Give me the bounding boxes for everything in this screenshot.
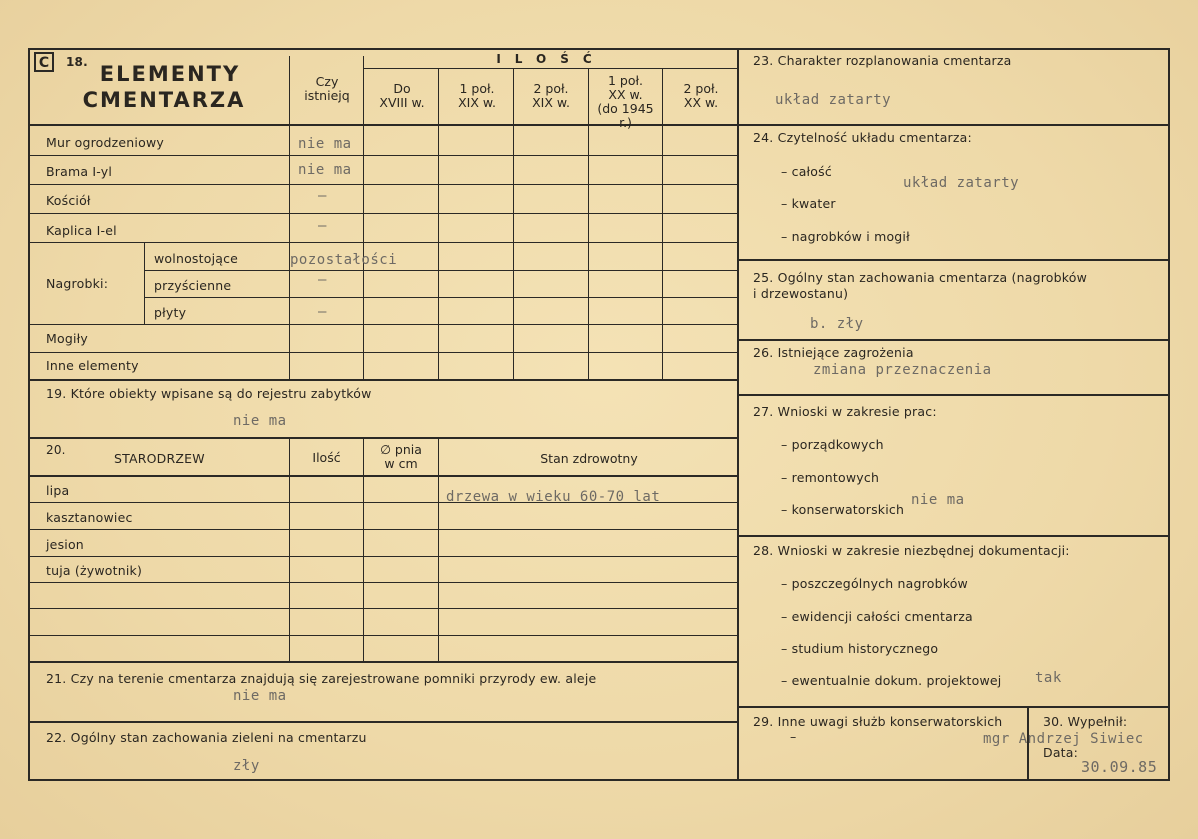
q28-answer: tak — [1035, 670, 1062, 686]
row-label-church: Kościół — [46, 193, 91, 208]
tree-jesion: jesion — [46, 537, 84, 552]
q20-col-ilosc: Ilość — [312, 450, 341, 465]
q26-answer: zmiana przeznaczenia — [813, 362, 992, 378]
q27-label: 27. Wnioski w zakresie prac: — [753, 404, 937, 419]
q25-label-line2: i drzewostanu) — [753, 286, 849, 301]
section-title-line2: CMENTARZA — [82, 88, 246, 112]
row-value-wall-mounted: – — [318, 272, 327, 288]
row-label-tombs: Nagrobki: — [46, 276, 109, 291]
q27-answer: nie ma — [911, 492, 965, 508]
row-label-gate: Brama I-yl — [46, 164, 113, 179]
q19-answer: nie ma — [233, 413, 287, 429]
q24-label: 24. Czytelność układu cmentarza: — [753, 130, 972, 145]
row-value-gate: nie ma — [298, 162, 352, 178]
q29-label: 29. Inne uwagi służb konserwatorskich — [753, 714, 1003, 729]
q21-label: 21. Czy na terenie cmentarza znajdują się zarejestrowane pomniki przyrody ew. aleje — [46, 671, 597, 686]
q29-answer: – — [790, 729, 797, 744]
q28-item-records: – ewidencji całości cmentarza — [781, 609, 973, 624]
row-value-slabs: – — [318, 304, 327, 320]
row-label-other: Inne elementy — [46, 358, 139, 373]
q22-answer: zły — [233, 758, 260, 774]
q24-item-total: – całość — [781, 164, 832, 179]
tree-lipa: lipa — [46, 483, 70, 498]
q28-item-design: – ewentualnie dokum. projektowej — [781, 673, 1002, 688]
q24-answer: układ zatarty — [903, 175, 1020, 191]
item-number-18: 18. — [66, 55, 88, 69]
q30-date: 30.09.85 — [1081, 758, 1158, 776]
q19-label: 19. Które obiekty wpisane są do rejestru zabytków — [46, 386, 372, 401]
row-label-freestanding: wolnostojące — [154, 251, 239, 266]
row-label-slabs: płyty — [154, 305, 187, 320]
row-value-chapel: – — [318, 218, 327, 234]
row-value-church: – — [318, 188, 327, 204]
q21-answer: nie ma — [233, 688, 287, 704]
section-letter-box — [34, 52, 54, 72]
period-col-4: 1 poł. XX w. (do 1945 r.) — [597, 73, 654, 130]
q30-name: mgr Andrzej Siwiec — [983, 731, 1144, 747]
row-label-wall: Mur ogrodzeniowy — [46, 135, 164, 150]
row-label-wall-mounted: przyścienne — [154, 278, 232, 293]
period-col-3: 2 poł. XIX w. — [532, 81, 570, 110]
period-col-5: 2 poł. XX w. — [683, 81, 719, 110]
q28-item-tombs: – poszczególnych nagrobków — [781, 576, 968, 591]
q28-label: 28. Wnioski w zakresie niezbędnej dokumentacji: — [753, 543, 1070, 558]
row-label-chapel: Kaplica I-el — [46, 223, 117, 238]
q30-date-label: Data: — [1043, 745, 1079, 760]
q25-answer: b. zły — [810, 316, 864, 332]
q23-answer: układ zatarty — [775, 92, 892, 108]
q27-item-cleanup: – porządkowych — [781, 437, 884, 452]
q27-item-conservation: – konserwatorskich — [781, 502, 905, 517]
q24-item-tombs: – nagrobków i mogił — [781, 229, 910, 244]
q30-label: 30. Wypełnił: — [1043, 714, 1128, 729]
tree-tuja: tuja (żywotnik) — [46, 563, 143, 578]
section-title-line1: ELEMENTY — [99, 62, 241, 86]
q22-label: 22. Ogólny stan zachowania zieleni na cmentarzu — [46, 730, 367, 745]
q20-number: 20. — [46, 443, 66, 457]
period-col-1: Do XVIII w. — [379, 81, 425, 110]
q25-label-line1: 25. Ogólny stan zachowania cmentarza (nagrobków — [753, 270, 1088, 285]
q23-label: 23. Charakter rozplanowania cmentarza — [753, 53, 1012, 68]
q24-item-quarters: – kwater — [781, 196, 836, 211]
col-exists-header: Czy istniejq — [304, 74, 350, 103]
period-col-2: 1 poł. XIX w. — [458, 81, 496, 110]
ilosc-header: ILOŚĆ — [496, 52, 606, 66]
tree-kasztanowiec: kasztanowiec — [46, 510, 133, 525]
row-label-graves: Mogiły — [46, 331, 88, 346]
section-letter: C — [38, 55, 50, 71]
row-value-wall: nie ma — [298, 136, 352, 152]
q28-item-history: – studium historycznego — [781, 641, 939, 656]
q20-stan-value: drzewa w wieku 60-70 lat — [446, 489, 661, 505]
q20-title: STARODRZEW — [114, 451, 205, 466]
q20-col-pnia: ∅ pnia w cm — [380, 442, 422, 471]
q20-col-stan: Stan zdrowotny — [540, 451, 638, 466]
row-value-freestanding: pozostałości — [290, 252, 398, 268]
q27-item-repair: – remontowych — [781, 470, 880, 485]
q26-label: 26. Istniejące zagrożenia — [753, 345, 914, 360]
